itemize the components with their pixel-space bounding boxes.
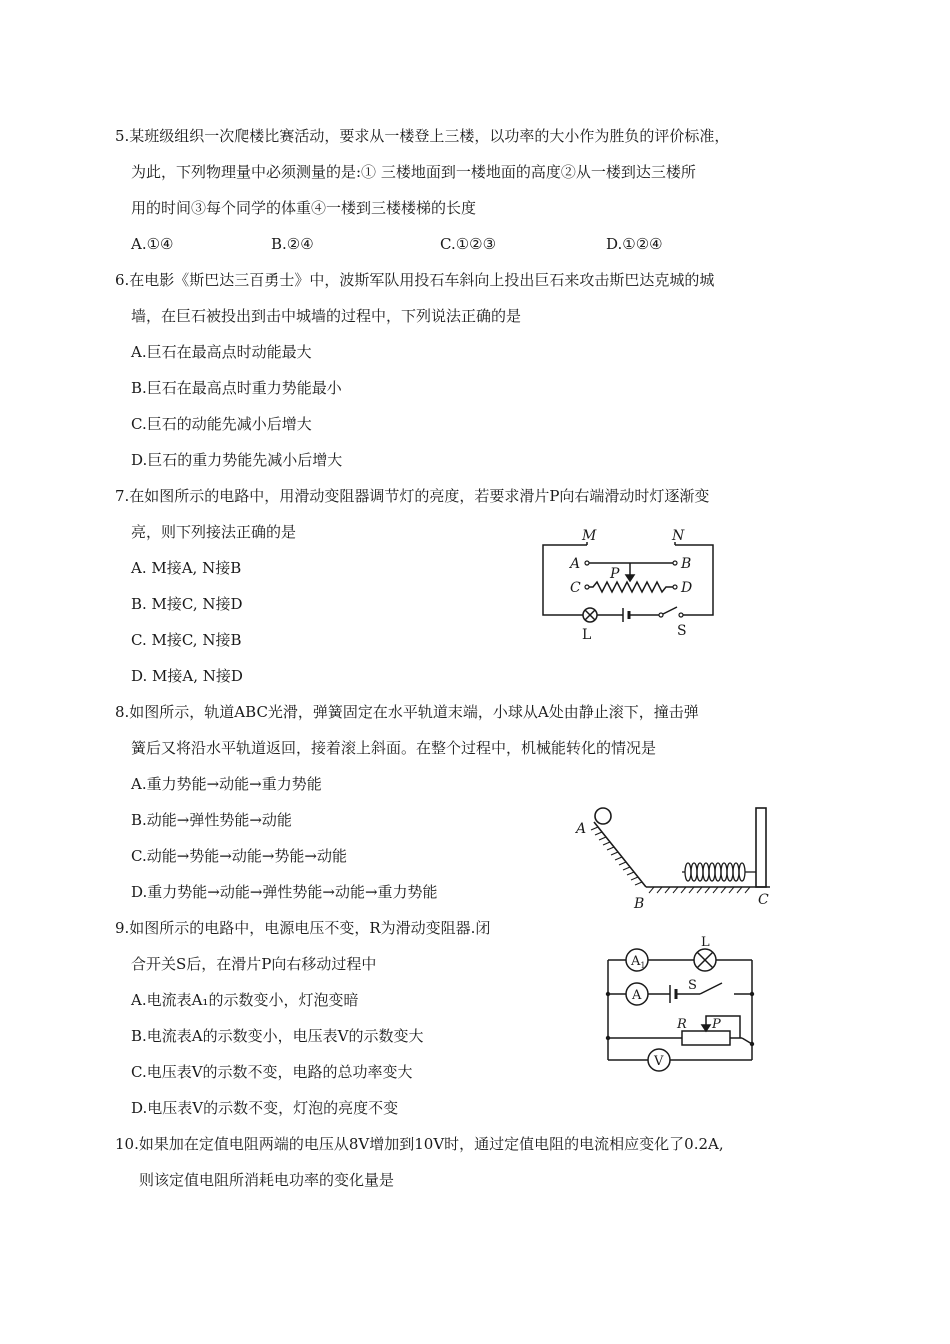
q9-option-d: D.电压表V的示数不变，灯泡的亮度不变 [131,1099,399,1117]
q9-option-b: B.电流表A的示数变小，电压表V的示数变大 [131,1027,424,1045]
q9-label-a: A [632,988,642,1003]
q6-option-d: D.巨石的重力势能先减小后增大 [131,451,343,469]
q6-stem-line-2: 墙，在巨石被投出到击中城墙的过程中，下列说法正确的是 [131,307,522,325]
q6-option-c: C.巨石的动能先减小后增大 [131,415,312,433]
q8-label-b: B [634,896,645,912]
q7-option-c: C. M接C, N接B [131,631,242,649]
q7-label-n: N [672,528,685,544]
q9-option-c: C.电压表V的示数不变，电路的总功率变大 [131,1063,413,1081]
q5-option-c: C.①②③ [440,235,497,253]
q6-option-b: B.巨石在最高点时重力势能最小 [131,379,342,397]
q9-label-r: R [677,1017,687,1032]
q7-option-b: B. M接C, N接D [131,595,243,613]
q9-label-l: L [701,935,710,950]
q8-stem-line-2: 簧后又将沿水平轨道返回，接着滚上斜面。在整个过程中，机械能转化的情况是 [131,739,657,757]
q9-label-p: P [712,1017,721,1032]
q8-option-c: C.动能→势能→动能→势能→动能 [131,847,347,865]
q7-label-s: S [677,623,687,639]
q8-option-b: B.动能→弹性势能→动能 [131,811,292,829]
q9-option-a: A.电流表A₁的示数变小，灯泡变暗 [131,991,359,1009]
q7-option-d: D. M接A, N接D [131,667,243,685]
q6-option-a: A.巨石在最高点时动能最大 [131,343,312,361]
q9-stem-line-1: 9.如图所示的电路中，电源电压不变，R为滑动变阻器.闭 [115,919,491,937]
q9-stem-line-2: 合开关S后，在滑片P向右移动过程中 [131,955,377,973]
q7-circuit-figure [535,525,725,650]
q7-label-c: C [570,580,581,596]
q5-option-b: B.②④ [271,235,314,253]
q8-option-a: A.重力势能→动能→重力势能 [131,775,322,793]
q7-stem-line-2: 亮，则下列接法正确的是 [131,523,297,541]
q7-label-l: L [582,627,592,643]
q8-label-a: A [576,821,587,837]
q9-label-v: V [654,1054,664,1069]
q8-track-figure [570,800,780,915]
q5-stem-line-2: 为此，下列物理量中必须测量的是:① 三楼地面到一楼地面的高度②从一楼到达三楼所 [131,163,696,181]
q7-option-a: A. M接A, N接B [131,559,242,577]
q5-stem-line-1: 5.某班级组织一次爬楼比赛活动，要求从一楼登上三楼，以功率的大小作为胜负的评价标准， [115,127,730,145]
q5-option-a: A.①④ [131,235,174,253]
q5-option-d: D.①②④ [606,235,663,253]
q10-stem-line-1: 10.如果加在定值电阻两端的电压从8V增加到10V时，通过定值电阻的电流相应变化了0.2A, [115,1135,724,1153]
q9-circuit-figure [600,932,760,1082]
q7-label-d: D [681,580,693,596]
q7-label-m: M [582,528,597,544]
q5-stem-line-3: 用的时间③每个同学的体重④一楼到三楼楼梯的长度 [131,199,477,217]
q8-label-c: C [758,892,769,908]
q8-option-d: D.重力势能→动能→弹性势能→动能→重力势能 [131,883,438,901]
q6-stem-line-1: 6.在电影《斯巴达三百勇士》中，波斯军队用投石车斜向上投出巨石来攻击斯巴达克城的城 [115,271,715,289]
q8-stem-line-1: 8.如图所示，轨道ABC光滑，弹簧固定在水平轨道末端，小球从A处由静止滚下，撞击弹 [115,703,699,721]
q7-label-b: B [681,556,692,572]
q9-label-a1: $A_1$ [631,954,646,970]
q10-stem-line-2: 则该定值电阻所消耗电功率的变化量是 [139,1171,395,1189]
q7-stem-line-1: 7.在如图所示的电路中，用滑动变阻器调节灯的亮度，若要求滑片P向右端滑动时灯逐渐变 [115,487,710,505]
q9-label-s: S [688,978,697,993]
q7-label-p: P [610,566,620,582]
q7-label-a: A [570,556,581,572]
